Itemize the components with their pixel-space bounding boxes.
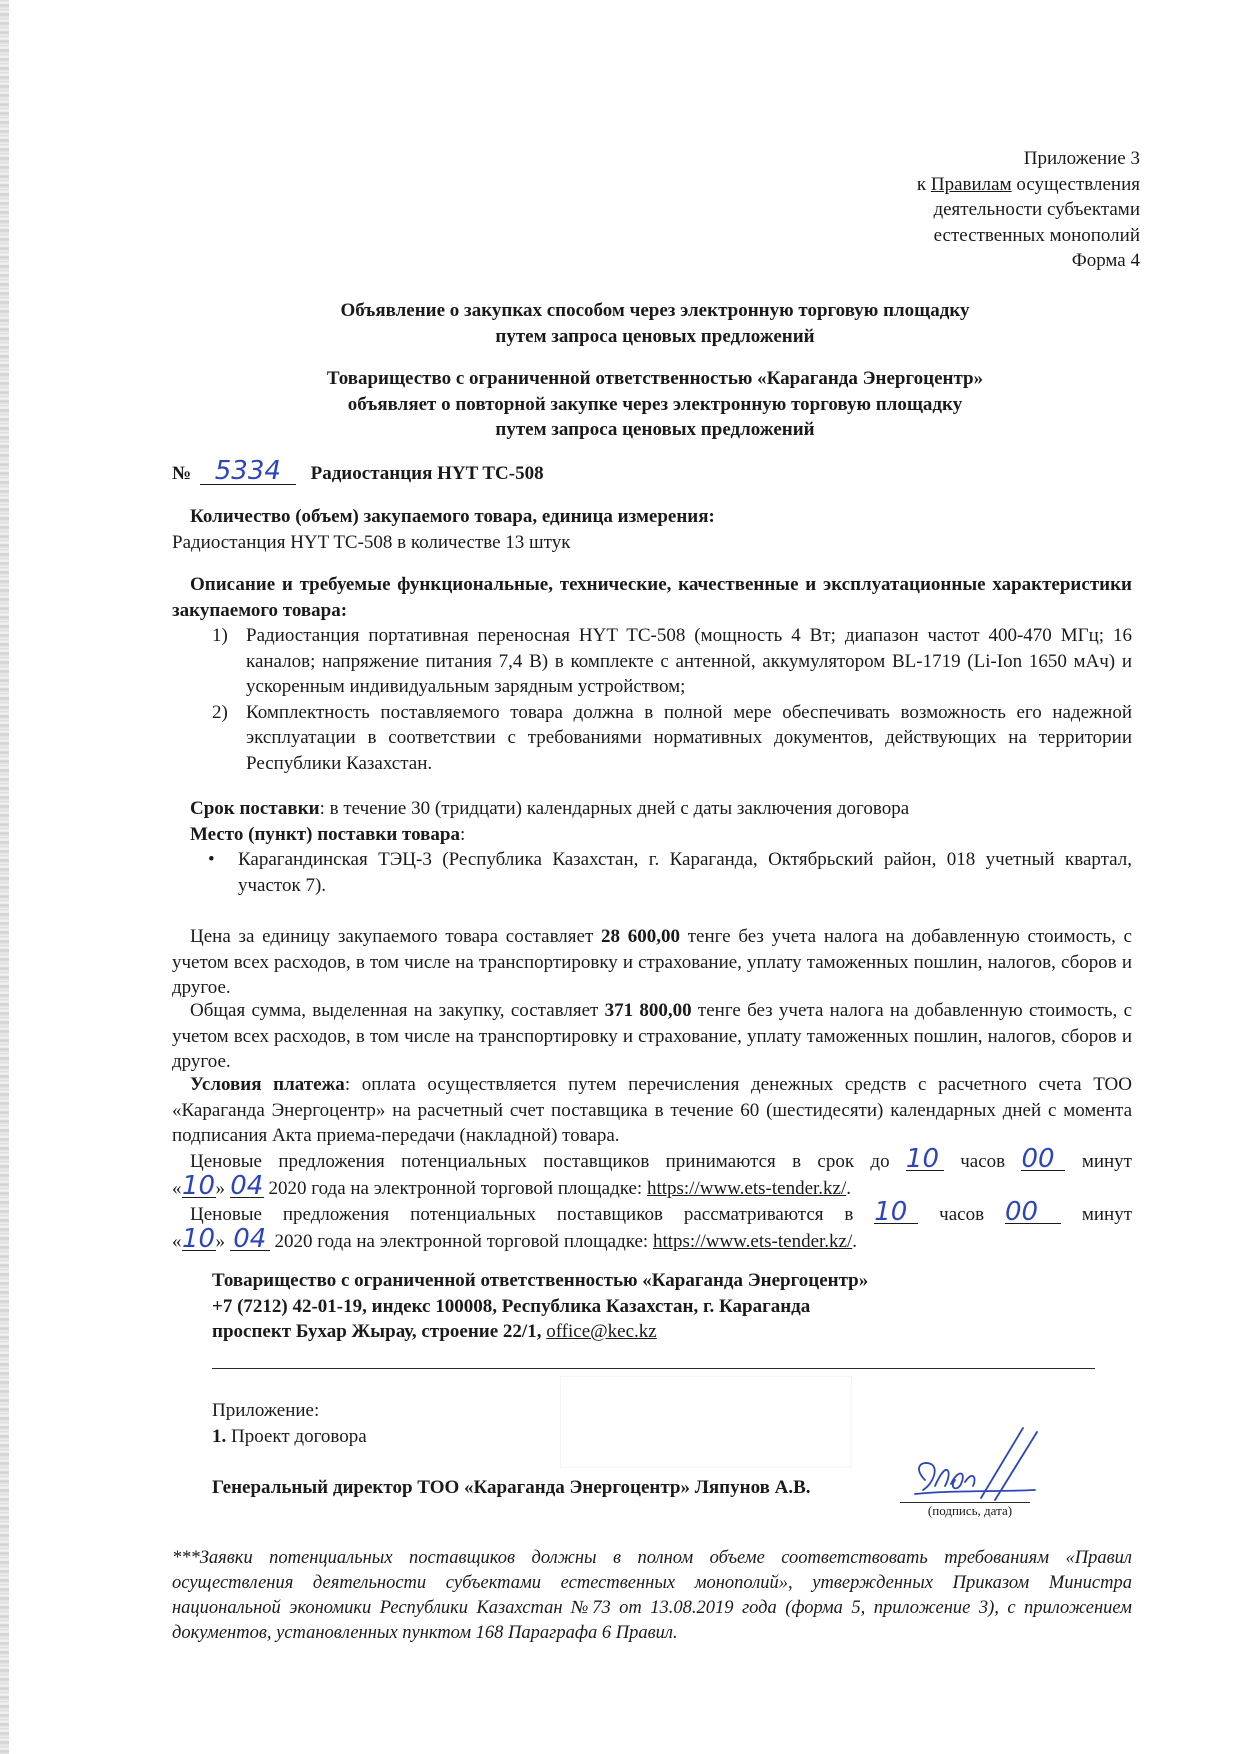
handwritten-signature-icon bbox=[895, 1420, 1045, 1510]
delivery-term-label: Срок поставки bbox=[190, 798, 320, 819]
item-text: Комплектность поставляемого товара должна в полной мере обеспечивать возможность его надежной эксплуатации в соответствии с требованиями нормативных документов, действующих на территории Республики Казахстан. bbox=[246, 701, 1132, 774]
item-text: Радиостанция портативная переносная HYT TC-508 (мощность 4 Вт; диапазон частот 400-470 МГц; 16 каналов; напряжение питания 7,4 В) в комплекте с антенной, аккумулятором BL-1719 (Li-Ion 1650 мАч) и ускоренным индивидуальным зарядным устройством; bbox=[246, 625, 1132, 697]
contacts-block bbox=[212, 1268, 1112, 1345]
appendix-line-1: Приложение 3 bbox=[1023, 148, 1140, 169]
appendix-line-2 bbox=[760, 172, 1140, 198]
review-quote-open: « bbox=[172, 1230, 182, 1252]
review-line-1 bbox=[172, 1197, 1132, 1228]
description-item-2 bbox=[172, 700, 1132, 777]
org-heading bbox=[140, 366, 1170, 443]
divider-line bbox=[212, 1368, 1095, 1369]
lot-line bbox=[172, 458, 1072, 487]
delivery-place-value: Карагандинская ТЭЦ-3 (Республика Казахстан, г. Караганда, Октябрьский район, 018 учетный квартал, участок 7). bbox=[238, 849, 1132, 896]
appendix-block bbox=[760, 146, 1140, 274]
review-dot: . bbox=[852, 1230, 857, 1252]
delivery-term bbox=[172, 796, 1132, 822]
accept-dot: . bbox=[846, 1177, 851, 1199]
appendix-line-3: деятельности субъектами bbox=[933, 199, 1140, 220]
attachment-block bbox=[212, 1398, 812, 1449]
accept-day: 10 bbox=[181, 1170, 216, 1201]
quantity-label: Количество (объем) закупаемого товара, единица измерения: bbox=[190, 506, 715, 527]
attachment-number: 1. bbox=[212, 1425, 227, 1447]
number-sign: № bbox=[172, 463, 192, 484]
contacts-address: проспект Бухар Жырау, строение 22/1, bbox=[212, 1321, 547, 1342]
rules-link[interactable]: Правилам bbox=[930, 173, 1012, 195]
quantity-section bbox=[172, 504, 1132, 555]
lot-title: Радиостанция HYT TC-508 bbox=[310, 463, 544, 484]
description-label: Описание и требуемые функциональные, технические, качественные и эксплуатационные характеристики закупаемого товара: bbox=[172, 574, 1132, 621]
contacts-line-3 bbox=[212, 1319, 1112, 1345]
appendix-prefix: к bbox=[916, 173, 931, 195]
org-heading-line-1: Товарищество с ограниченной ответственностью «Караганда Энергоцентр» bbox=[326, 368, 984, 389]
accept-tail: 2020 года на электронной торговой площадке: bbox=[263, 1177, 647, 1199]
total-price-suffix: тенге без учета налога на добавленную стоимость, с учетом всех расходов, в том числе на транспортировку и страхование, уплату таможенных пошлин, налогов, сборов и другое. bbox=[172, 1000, 1133, 1072]
bullet-icon: • bbox=[208, 849, 215, 870]
accept-line-1 bbox=[172, 1144, 1132, 1175]
org-heading-line-3: путем запроса ценовых предложений bbox=[495, 419, 815, 440]
delivery-term-value: : в течение 30 (тридцати) календарных дней с даты заключения договора bbox=[319, 798, 910, 819]
signature-line: Генеральный директор ТОО «Караганда Энергоцентр» Ляпунов А.В. bbox=[212, 1477, 811, 1498]
accept-hour: 10 bbox=[906, 1148, 944, 1171]
org-heading-line-2: объявляет о повторной закупке через электронную торговую площадку bbox=[347, 393, 963, 415]
contacts-line-2: +7 (7212) 42-01-19, индекс 100008, Республика Казахстан, г. Караганда bbox=[212, 1295, 811, 1317]
total-price-prefix: Общая сумма, выделенная на закупку, составляет bbox=[190, 1000, 605, 1021]
attachment-item bbox=[212, 1424, 812, 1450]
review-prefix: Ценовые предложения потенциальных поставщиков рассматриваются в bbox=[190, 1204, 875, 1225]
quantity-value: Радиостанция HYT TC-508 в количестве 13 штук bbox=[172, 531, 571, 553]
ets-tender-link-2[interactable]: https://www.ets-tender.kz/ bbox=[652, 1230, 853, 1252]
delivery-place-item bbox=[172, 847, 1132, 898]
description-item-1 bbox=[172, 623, 1132, 700]
unit-price-amount: 28 600,00 bbox=[601, 926, 680, 947]
deadline-section bbox=[172, 1144, 1132, 1254]
review-day: 10 bbox=[181, 1223, 216, 1254]
payment-label: Условия платежа bbox=[190, 1074, 345, 1095]
review-tail: 2020 года на электронной торговой площадке: bbox=[269, 1230, 653, 1252]
unit-price-text bbox=[172, 924, 1132, 1001]
contacts-line-1: Товарищество с ограниченной ответственностью «Караганда Энергоцентр» bbox=[212, 1270, 869, 1291]
unit-price-suffix: тенге без учета налога на добавленную стоимость, с учетом всех расходов, в том числе на транспортировку и страхование, уплату таможенных пошлин, налогов, сборов и другое. bbox=[172, 926, 1132, 998]
delivery-place-colon: : bbox=[459, 823, 466, 845]
accept-quote-open: « bbox=[172, 1177, 182, 1199]
total-price-paragraph bbox=[172, 998, 1132, 1075]
heading-line-2: путем запроса ценовых предложений bbox=[495, 325, 815, 347]
footnote: ***Заявки потенциальных поставщиков должны в полном объеме соответствовать требованиям «Правил осуществления деятельности субъектами естественных монополий», утвержденных Приказом Министра национальной экономики Республики Казахстан №73 от 13.08.2019 года (форма 5, приложение 3), с приложением документов, установленных пунктом 168 Параграфа 6 Правил. bbox=[172, 1548, 1132, 1643]
review-mid: часов bbox=[918, 1204, 1005, 1225]
appendix-line-5: Форма 4 bbox=[1071, 250, 1140, 271]
review-hour: 10 bbox=[874, 1201, 918, 1224]
ets-tender-link[interactable]: https://www.ets-tender.kz/ bbox=[646, 1177, 847, 1199]
delivery-place-label: Место (пункт) поставки товара bbox=[190, 823, 460, 845]
payment-value: : оплата осуществляется путем перечисления денежных средств с расчетного счета ТОО «Караганда Энергоцентр» на расчетный счет поставщика в течение 60 (шестидесяти) календарных дней с момента подписания Акта приема-передачи (накладной) товара. bbox=[172, 1074, 1132, 1146]
total-price-text bbox=[172, 998, 1132, 1075]
accept-prefix: Ценовые предложения потенциальных поставщиков принимаются в срок до bbox=[190, 1151, 906, 1172]
accept-month: 04 bbox=[230, 1170, 264, 1201]
item-number: 2) bbox=[212, 701, 228, 723]
review-minutes: 00 bbox=[1005, 1201, 1061, 1224]
item-number: 1) bbox=[212, 625, 228, 646]
attachment-label: Приложение: bbox=[212, 1400, 320, 1421]
signature-caption: (подпись, дата) bbox=[927, 1503, 1013, 1518]
unit-price-prefix: Цена за единицу закупаемого товара составляет bbox=[190, 926, 601, 947]
lot-number: 5334 bbox=[200, 458, 296, 485]
review-quote-close: » bbox=[215, 1230, 225, 1252]
payment-text bbox=[172, 1072, 1132, 1149]
accept-mid: часов bbox=[943, 1151, 1022, 1172]
unit-price-paragraph bbox=[172, 924, 1132, 1001]
email-link[interactable]: office@kec.kz bbox=[546, 1321, 657, 1342]
review-suffix: минут bbox=[1060, 1204, 1132, 1225]
review-month: 04 bbox=[230, 1228, 270, 1251]
attachment-title: Проект договора bbox=[226, 1425, 367, 1447]
total-price-amount: 371 800,00 bbox=[604, 1000, 692, 1021]
appendix-suffix: осуществления bbox=[1011, 173, 1140, 195]
announcement-heading bbox=[140, 298, 1170, 349]
accept-suffix: минут bbox=[1065, 1151, 1132, 1172]
heading-line-1: Объявление о закупках способом через электронную торговую площадку bbox=[340, 300, 970, 321]
appendix-line-4: естественных монополий bbox=[933, 224, 1140, 246]
review-line-2 bbox=[172, 1223, 1132, 1255]
delivery-section bbox=[172, 796, 1132, 898]
accept-line-2 bbox=[172, 1170, 1132, 1202]
accept-minutes: 00 bbox=[1021, 1148, 1065, 1171]
description-section bbox=[172, 572, 1132, 776]
delivery-place bbox=[172, 822, 1132, 848]
accept-quote-close: » bbox=[215, 1177, 225, 1199]
payment-paragraph bbox=[172, 1072, 1132, 1149]
